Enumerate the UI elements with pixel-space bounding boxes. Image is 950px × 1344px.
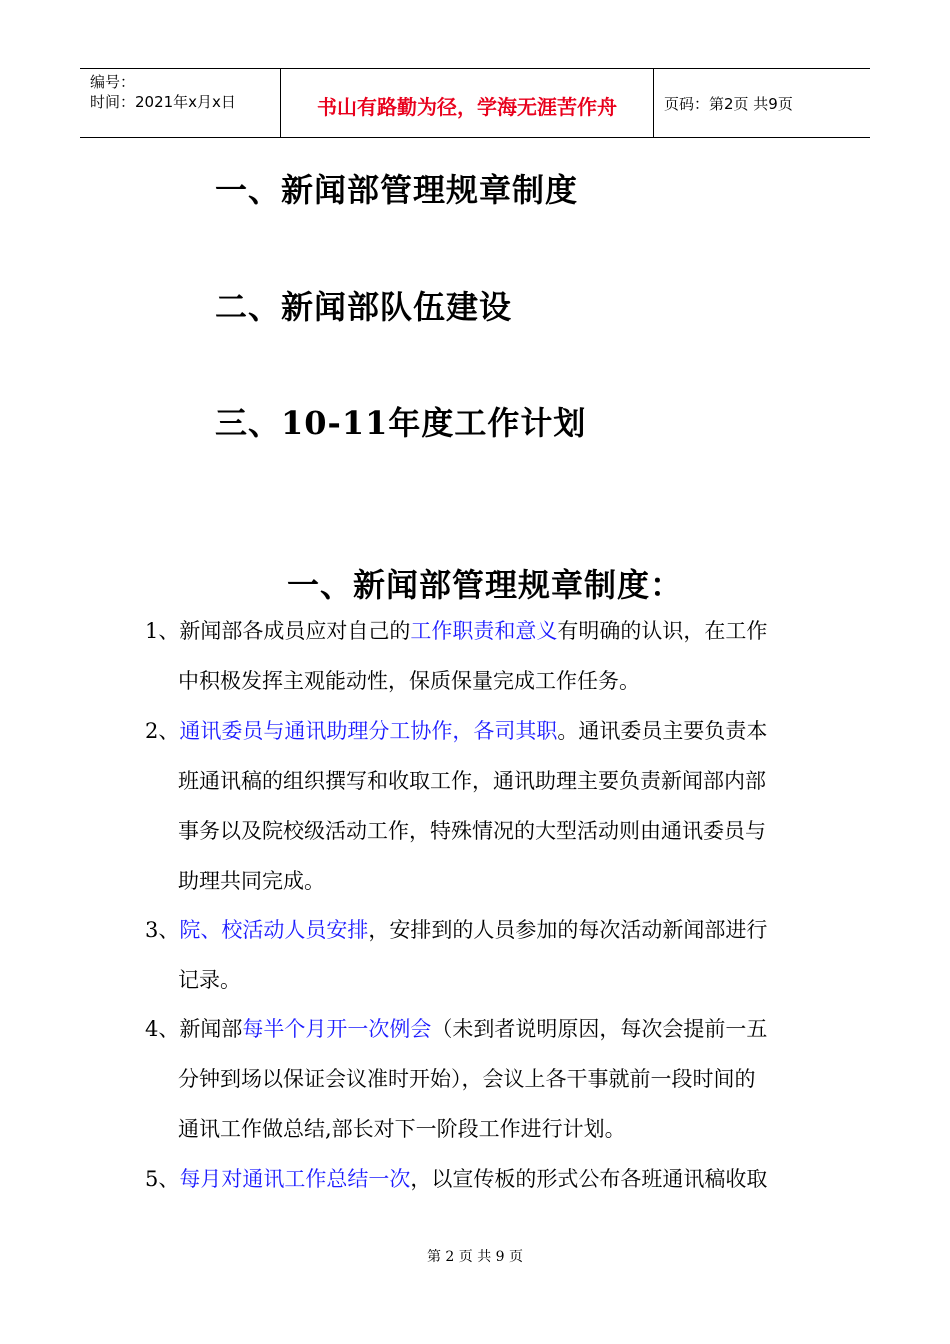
list-item (145, 706, 810, 906)
paragraph-line: 通讯工作做总结,部长对下一阶段工作进行计划。 (178, 1117, 626, 1141)
text-run: ，安排到的人员参加的每次活动新闻部进行 (368, 918, 768, 942)
paragraph-line: 事务以及院校级活动工作，特殊情况的大型活动则由通讯委员与 (178, 819, 766, 843)
paragraph-line (145, 1004, 810, 1054)
header-meta-cell (80, 69, 281, 137)
header-motto: 书山有路勤为径，学海无涯苦作舟 (317, 95, 617, 119)
text-run: 5、 (145, 1167, 180, 1191)
highlight-text: 通讯委员与通讯助理分工协作，各司其职 (179, 719, 558, 743)
toc-item-2: 二、新闻部队伍建设 (215, 288, 513, 326)
header-page-number: 页码：第2页 共9页 (664, 95, 793, 113)
toc-item-1: 一、新闻部管理规章制度 (215, 171, 579, 209)
highlight-text: 院、校活动人员安排 (179, 918, 369, 942)
paragraph-line: 助理共同完成。 (178, 869, 325, 893)
paragraph-line: 中积极发挥主观能动性，保质保量完成工作任务。 (178, 669, 640, 693)
paragraph-line (145, 606, 810, 656)
text-run: 2、 (145, 719, 180, 743)
paragraph-line: 记录。 (178, 968, 241, 992)
text-run: 4、新闻部 (145, 1017, 243, 1041)
paragraph-line: 班通讯稿的组织撰写和收取工作，通讯助理主要负责新闻部内部 (178, 769, 766, 793)
highlight-text: 工作职责和意义 (410, 619, 558, 643)
toc-item-3: 三、10-11年度工作计划 (215, 404, 587, 442)
text-run: 1、新闻部各成员应对自己的 (145, 619, 411, 643)
document-time-label: 时间：2021年x月x日 (90, 93, 236, 111)
highlight-text: 每月对通讯工作总结一次 (179, 1167, 411, 1191)
paragraph-line (145, 905, 810, 955)
page-header (80, 68, 870, 138)
text-run: ，以宣传板的形式公布各班通讯稿收取 (410, 1167, 768, 1191)
section-title: 一、新闻部管理规章制度： (286, 566, 683, 604)
list-item (145, 1004, 810, 1154)
list-item (145, 905, 810, 1005)
paragraph-line (145, 706, 810, 756)
page-footer: 第 2 页 共 9 页 (426, 1249, 524, 1265)
paragraph-line (145, 1154, 810, 1204)
header-motto-cell (281, 69, 654, 137)
text-run: （未到者说明原因，每次会提前一五 (431, 1017, 768, 1041)
document-number-label: 编号： (90, 73, 136, 91)
list-item (145, 1154, 810, 1204)
highlight-text: 每半个月开一次例会 (242, 1017, 432, 1041)
paragraph-line: 分钟到场以保证会议准时开始），会议上各干事就前一段时间的 (178, 1067, 756, 1091)
text-run: 3、 (145, 918, 180, 942)
header-page-cell (654, 69, 870, 137)
text-run: 有明确的认识，在工作 (557, 619, 768, 643)
text-run: 。通讯委员主要负责本 (557, 719, 768, 743)
list-item (145, 606, 810, 706)
